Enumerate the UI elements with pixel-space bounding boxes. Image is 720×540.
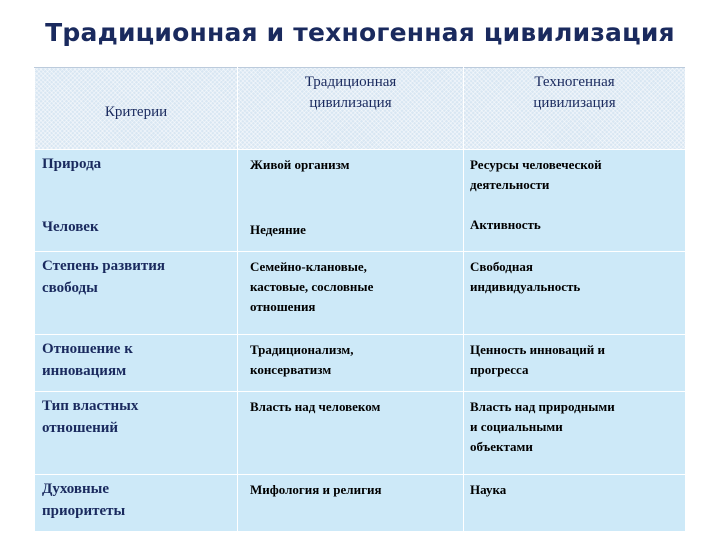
traditional-value: Мифология и религия	[250, 482, 382, 497]
criteria-cell	[35, 150, 238, 252]
traditional-value: кастовые, сословные	[250, 279, 374, 294]
technogenic-cell	[464, 392, 686, 475]
table-row	[35, 335, 686, 392]
header-criteria-label: Критерии	[104, 104, 168, 120]
header-criteria	[35, 68, 238, 150]
traditional-value: Живой организм	[250, 157, 350, 172]
criteria-label: Тип властных	[42, 398, 139, 414]
table-row	[35, 392, 686, 475]
criteria-label: Человек	[42, 219, 99, 235]
traditional-value: Семейно-клановые,	[250, 259, 367, 274]
criteria-cell	[35, 475, 238, 532]
table-row	[35, 475, 686, 532]
traditional-cell	[238, 392, 464, 475]
technogenic-value: Свободная	[470, 259, 533, 274]
table-row	[35, 150, 686, 252]
table-row	[35, 252, 686, 335]
technogenic-value: и социальными	[470, 419, 563, 434]
header-traditional-line: Традиционная	[304, 74, 397, 90]
traditional-cell	[238, 475, 464, 532]
traditional-value: консерватизм	[250, 362, 332, 377]
technogenic-value: индивидуальность	[470, 279, 581, 294]
traditional-value: отношения	[250, 299, 316, 314]
header-traditional	[238, 68, 464, 150]
traditional-value: Традиционализм,	[250, 342, 354, 357]
page-title: Традиционная и техногенная цивилизация	[45, 18, 675, 47]
technogenic-value: объектами	[470, 439, 533, 454]
criteria-label: инновациям	[42, 363, 127, 379]
traditional-cell	[238, 252, 464, 335]
technogenic-cell	[464, 150, 686, 252]
criteria-cell	[35, 392, 238, 475]
criteria-label: Отношение к	[42, 341, 133, 357]
criteria-label: Степень развития	[42, 258, 166, 274]
technogenic-value: Ресурсы человеческой	[470, 157, 602, 172]
criteria-label: Природа	[42, 156, 102, 172]
comparison-table	[34, 67, 686, 532]
technogenic-cell	[464, 335, 686, 392]
criteria-label: свободы	[42, 280, 98, 296]
criteria-cell	[35, 335, 238, 392]
table-header-row	[35, 68, 686, 150]
technogenic-value: Активность	[470, 217, 541, 232]
traditional-cell	[238, 335, 464, 392]
technogenic-cell	[464, 475, 686, 532]
traditional-value: Недеяние	[250, 222, 306, 237]
technogenic-value: Власть над природными	[470, 399, 615, 414]
technogenic-cell	[464, 252, 686, 335]
criteria-label: отношений	[42, 420, 119, 436]
technogenic-value: Наука	[470, 482, 507, 497]
technogenic-value: Ценность инноваций и	[470, 342, 606, 357]
technogenic-value: прогресса	[470, 362, 529, 377]
criteria-label: приоритеты	[42, 503, 126, 519]
header-technogenic-line: Техногенная	[534, 74, 615, 90]
header-technogenic	[464, 68, 686, 150]
traditional-value: Власть над человеком	[250, 399, 381, 414]
technogenic-value: деятельности	[470, 177, 550, 192]
criteria-cell	[35, 252, 238, 335]
header-traditional-line: цивилизация	[309, 95, 392, 111]
header-technogenic-line: цивилизация	[533, 95, 616, 111]
traditional-cell	[238, 150, 464, 252]
criteria-label: Духовные	[42, 481, 109, 497]
